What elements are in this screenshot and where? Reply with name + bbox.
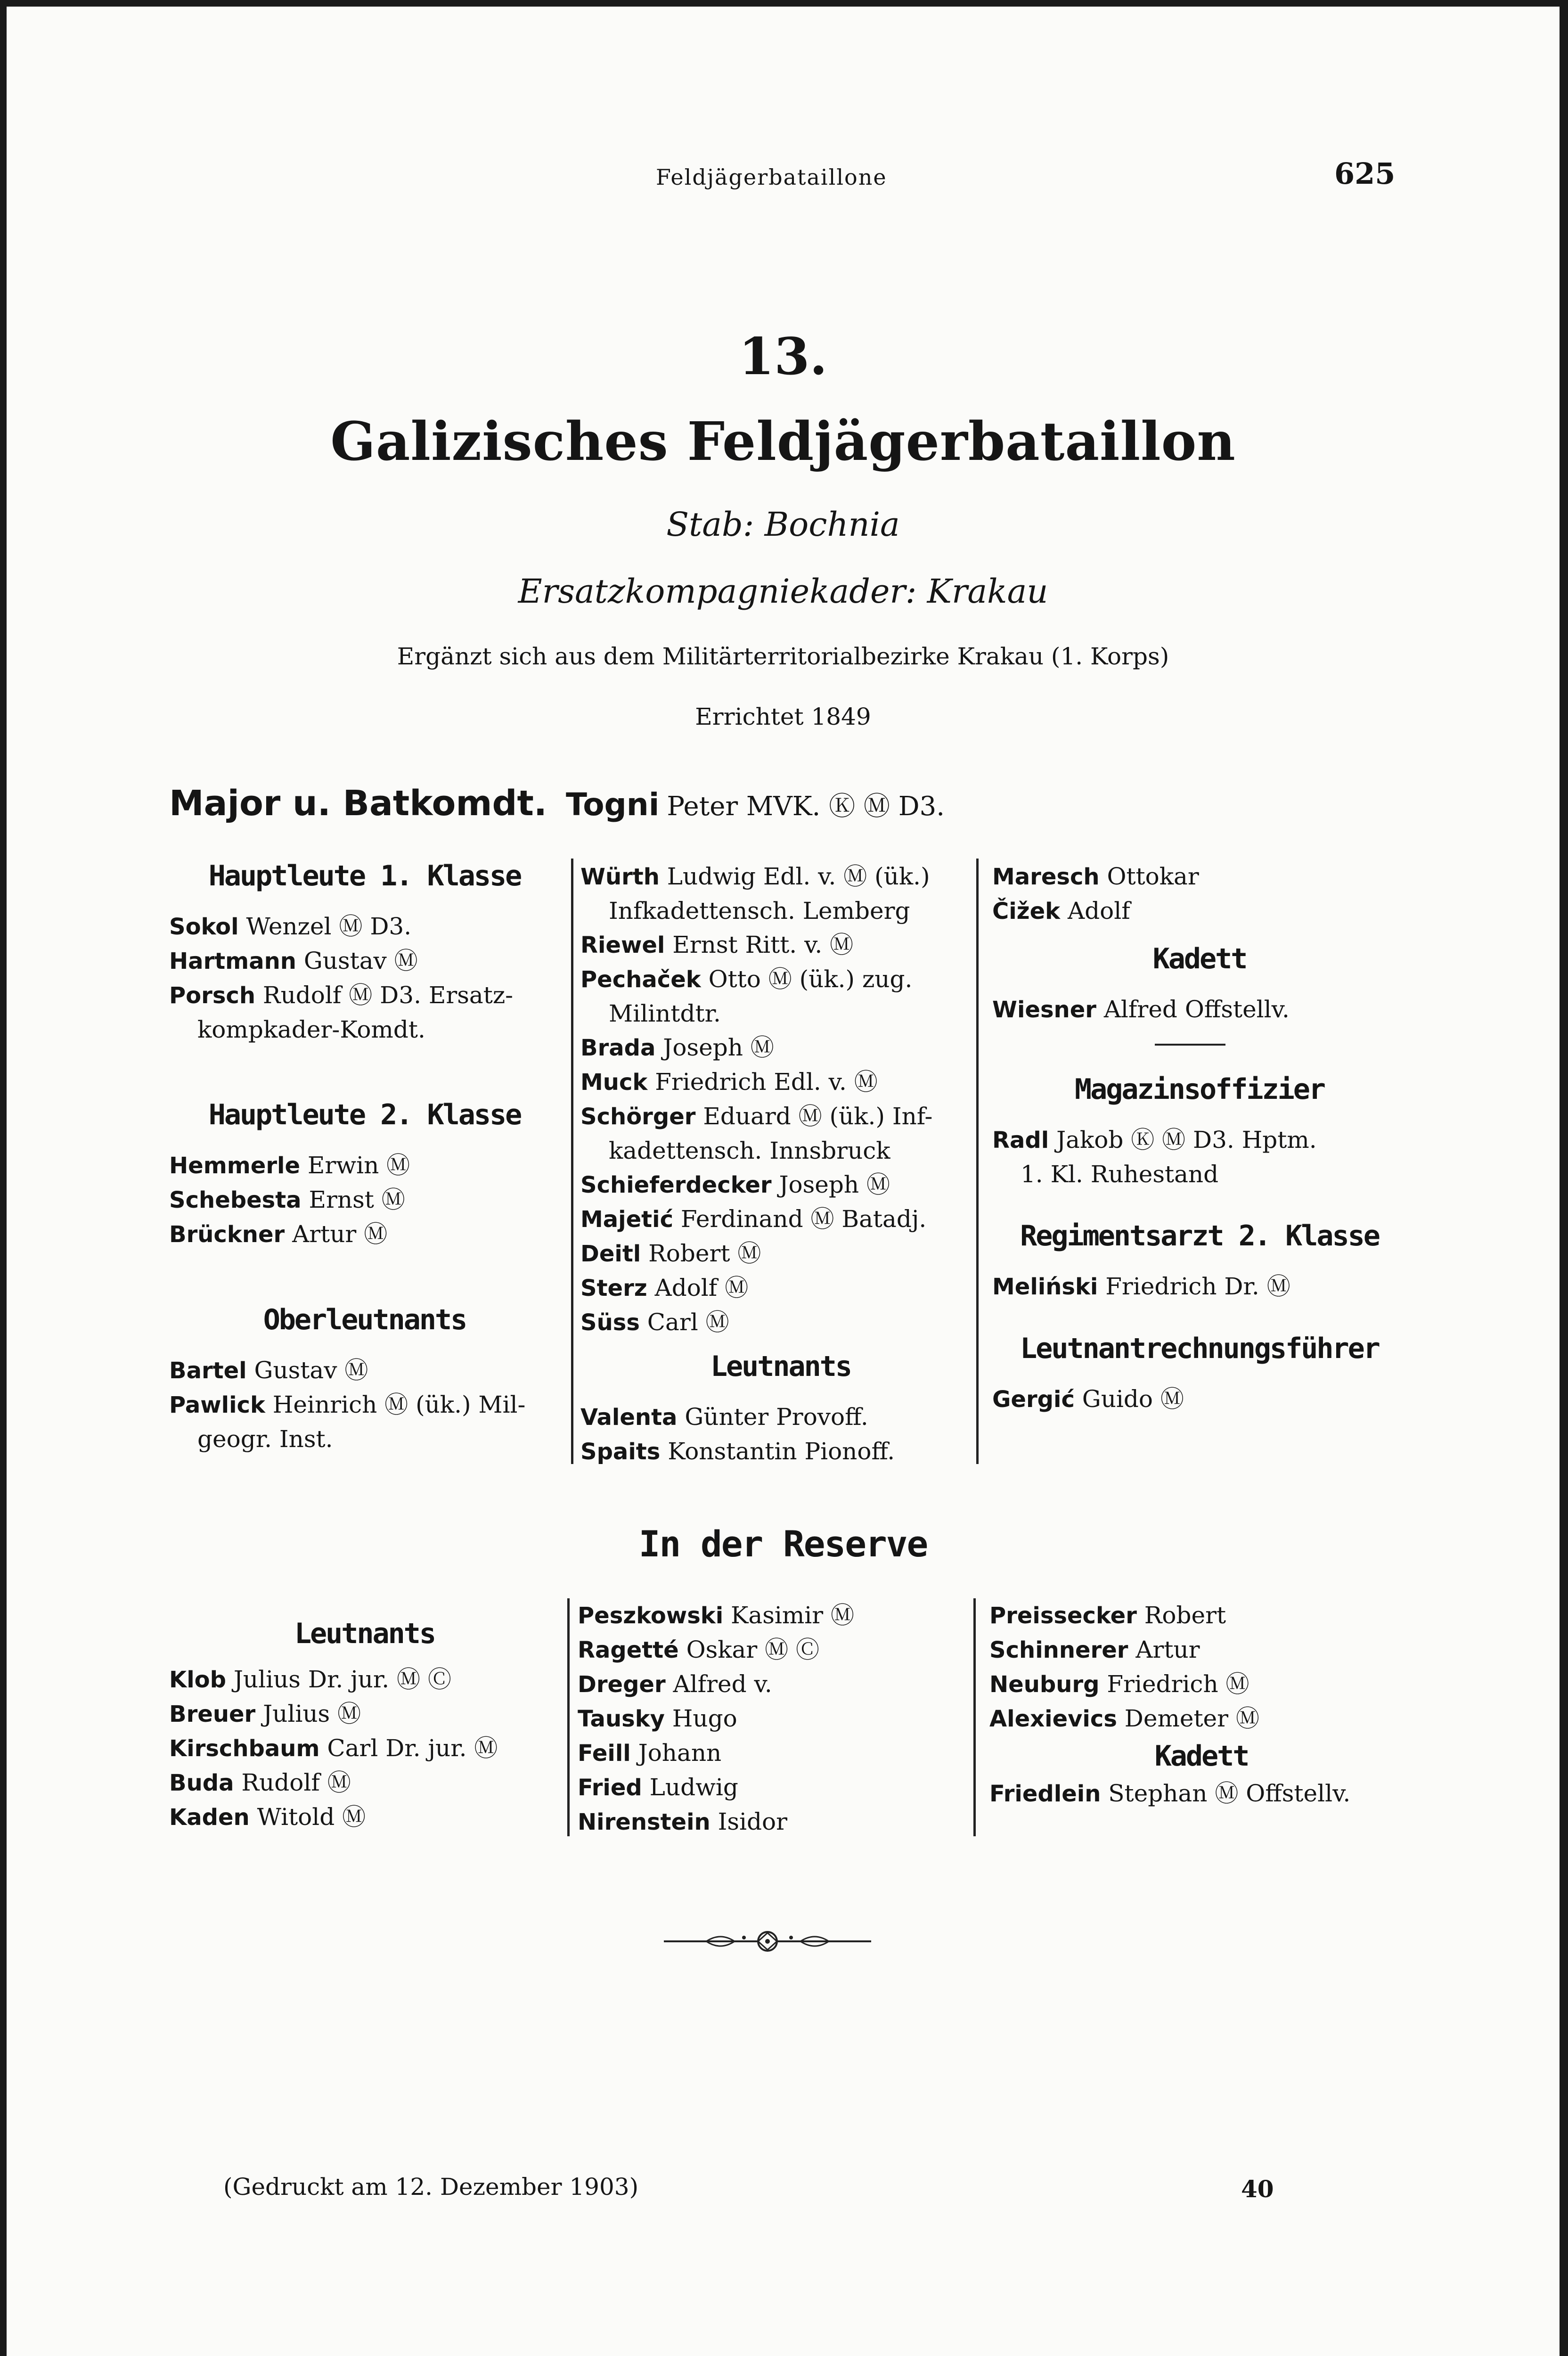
- entry-details: Alfred Offstellv.: [1096, 996, 1290, 1023]
- surname: Radl: [992, 1127, 1049, 1153]
- errichtet-line: Errichtet 1849: [695, 703, 871, 730]
- list-item: [992, 992, 1407, 1027]
- active-column-3: [992, 859, 1407, 1416]
- active-column-2: [580, 859, 981, 1469]
- surname: Schörger: [580, 1104, 696, 1130]
- list-item: [169, 978, 560, 1047]
- entry-details: Demeter Ⓜ: [1117, 1705, 1259, 1732]
- entry-continuation: Milintdtr.: [609, 1000, 721, 1027]
- list-item: [580, 859, 981, 928]
- list-item: [169, 1148, 560, 1183]
- entry-list: [169, 1148, 560, 1252]
- list-item: [169, 909, 560, 944]
- entry-details: Rudolf Ⓜ: [234, 1769, 351, 1796]
- unit-title: Galizisches Feldjägerbataillon: [330, 411, 1236, 473]
- surname: Pawlick: [169, 1392, 265, 1418]
- entry-continuation: kadettensch. Innsbruck: [609, 1137, 890, 1164]
- entry-list: [169, 1662, 560, 1834]
- list-item: [992, 859, 1407, 894]
- list-item: [578, 1770, 978, 1805]
- entry-continuation: geogr. Inst.: [197, 1425, 333, 1453]
- surname: Porsch: [169, 982, 256, 1009]
- section-heading: Leutnantrechnungsführer: [1020, 1332, 1379, 1365]
- sheet-number: 40: [1241, 2175, 1274, 2203]
- entry-details: Ottokar: [1099, 863, 1199, 890]
- entry-list: [989, 1776, 1413, 1811]
- print-date: (Gedruckt am 12. Dezember 1903): [223, 2173, 639, 2201]
- list-item: [578, 1736, 978, 1770]
- surname: Kaden: [169, 1804, 250, 1831]
- list-item: [580, 1168, 981, 1202]
- page-number: 625: [1334, 156, 1396, 191]
- list-item: [989, 1667, 1413, 1702]
- entry-details: Artur: [1128, 1636, 1200, 1663]
- entry-details: Ludwig Edl. v. Ⓜ (ük.): [659, 863, 930, 890]
- surname: Valenta: [580, 1404, 678, 1431]
- entry-details: Günter Provoff.: [677, 1403, 868, 1431]
- entry-details: Joseph Ⓜ: [771, 1171, 890, 1198]
- section-heading: Oberleutnants: [263, 1303, 466, 1336]
- list-item: [169, 1800, 560, 1834]
- column-rule: [976, 859, 979, 1464]
- commander-line: [169, 783, 945, 824]
- list-item: [580, 1065, 981, 1099]
- section-heading: Leutnants: [294, 1617, 435, 1650]
- entry-details: Friedrich Edl. v. Ⓜ: [647, 1068, 878, 1096]
- surname: Pechaček: [580, 966, 701, 993]
- surname: Bartel: [169, 1358, 247, 1384]
- entry-continuation: Infkadettensch. Lemberg: [609, 897, 910, 924]
- short-rule: [1155, 1044, 1225, 1046]
- list-item: [992, 1123, 1407, 1191]
- surname: Gergić: [992, 1386, 1075, 1413]
- list-item: [578, 1702, 978, 1736]
- list-item: [169, 1766, 560, 1800]
- list-item: [169, 1217, 560, 1252]
- entry-details: Wenzel Ⓜ D3.: [238, 913, 412, 940]
- entry-details: Oskar Ⓜ Ⓒ: [678, 1636, 820, 1663]
- list-item: [989, 1633, 1413, 1667]
- entry-details: Hugo: [664, 1705, 737, 1732]
- entry-details: Eduard Ⓜ (ük.) Inf-: [695, 1103, 933, 1130]
- entry-list: [992, 1269, 1407, 1304]
- surname: Breuer: [169, 1701, 256, 1727]
- section-heading: Hauptleute 2. Klasse: [208, 1098, 521, 1131]
- surname: Süss: [580, 1309, 640, 1336]
- surname: Ragetté: [578, 1637, 679, 1663]
- surname: Buda: [169, 1770, 234, 1796]
- entry-details: Guido Ⓜ: [1074, 1385, 1184, 1413]
- surname: Dreger: [578, 1671, 666, 1698]
- surname: Alexievics: [989, 1706, 1117, 1732]
- entry-details: Kasimir Ⓜ: [723, 1602, 855, 1629]
- entry-details: Carl Dr. jur. Ⓜ: [319, 1734, 498, 1762]
- entry-details: Ernst Ⓜ: [301, 1186, 405, 1213]
- entry-details: Ludwig: [642, 1774, 738, 1801]
- entry-list: [992, 992, 1407, 1027]
- list-item: [169, 944, 560, 978]
- list-item: [580, 1202, 981, 1236]
- entry-details: Adolf: [1060, 897, 1130, 924]
- entry-details: Julius Ⓜ: [255, 1700, 361, 1727]
- entry-details: Isidor: [710, 1808, 788, 1835]
- reserve-column-2: [578, 1598, 978, 1839]
- section-heading: Hauptleute 1. Klasse: [208, 859, 521, 892]
- surname: Muck: [580, 1069, 648, 1096]
- entry-list: [169, 1353, 560, 1456]
- surname: Meliński: [992, 1274, 1098, 1300]
- surname: Sterz: [580, 1275, 647, 1301]
- entry-list: [580, 1400, 981, 1469]
- entry-details: Friedrich Ⓜ: [1099, 1670, 1250, 1698]
- entry-list: [580, 859, 981, 1340]
- surname: Klob: [169, 1667, 226, 1693]
- list-item: [580, 1400, 981, 1434]
- list-item: [989, 1598, 1413, 1633]
- section-heading: Kadett: [1152, 942, 1247, 975]
- list-item: [580, 1271, 981, 1305]
- entry-details: Ernst Ritt. v. Ⓜ: [665, 931, 854, 958]
- active-column-1: [169, 859, 560, 1456]
- entry-details: Gustav Ⓜ: [296, 947, 418, 974]
- reserve-column-1: [169, 1617, 560, 1834]
- entry-list: [578, 1598, 978, 1839]
- list-item: [578, 1633, 978, 1667]
- entry-list: [992, 1123, 1407, 1191]
- column-rule: [567, 1598, 570, 1836]
- commander-surname: Togni: [565, 786, 660, 823]
- list-item: [992, 1269, 1407, 1304]
- section-heading: Leutnants: [710, 1350, 851, 1383]
- entry-details: Heinrich Ⓜ (ük.) Mil-: [265, 1391, 526, 1418]
- entry-details: Julius Dr. jur. Ⓜ Ⓒ: [226, 1666, 451, 1693]
- list-item: [169, 1353, 560, 1388]
- list-item: [578, 1805, 978, 1839]
- column-rule: [571, 859, 573, 1464]
- entry-details: Ferdinand Ⓜ Batadj.: [673, 1205, 927, 1233]
- column-rule: [973, 1598, 976, 1836]
- surname: Friedlein: [989, 1781, 1101, 1807]
- entry-details: Stephan Ⓜ Offstellv.: [1101, 1780, 1351, 1807]
- surname: Brada: [580, 1035, 656, 1061]
- entry-details: Friedrich Dr. Ⓜ: [1098, 1273, 1290, 1300]
- commander-title: Major u. Batkomdt.: [169, 783, 547, 824]
- entry-details: Robert: [1136, 1602, 1226, 1629]
- surname: Peszkowski: [578, 1603, 724, 1629]
- list-item: [169, 1731, 560, 1766]
- surname: Spaits: [580, 1439, 661, 1465]
- surname: Würth: [580, 864, 660, 890]
- section-heading: Kadett: [1154, 1740, 1249, 1773]
- surname: Maresch: [992, 864, 1100, 890]
- reserve-column-3: [989, 1598, 1413, 1811]
- list-item: [578, 1598, 978, 1633]
- entry-details: Alfred v.: [665, 1670, 772, 1698]
- surname: Schinnerer: [989, 1637, 1128, 1663]
- entry-continuation: kompkader-Komdt.: [197, 1016, 425, 1043]
- surname: Sokol: [169, 914, 239, 940]
- list-item: [580, 1305, 981, 1340]
- entry-continuation: 1. Kl. Ruhestand: [1021, 1161, 1219, 1188]
- entry-list: [169, 909, 560, 1047]
- entry-details: Jakob Ⓚ Ⓜ D3. Hptm.: [1049, 1126, 1317, 1153]
- page: [7, 7, 1560, 2356]
- list-item: [992, 1382, 1407, 1416]
- entry-details: Witold Ⓜ: [249, 1803, 366, 1831]
- list-item: [578, 1667, 978, 1702]
- surname: Wiesner: [992, 997, 1096, 1023]
- list-item: [580, 928, 981, 962]
- surname: Brückner: [169, 1221, 285, 1248]
- surname: Schebesta: [169, 1187, 302, 1213]
- list-item: [169, 1697, 560, 1731]
- list-item: [580, 1236, 981, 1271]
- entry-details: Rudolf Ⓜ D3. Ersatz-: [255, 982, 514, 1009]
- entry-list: [989, 1598, 1413, 1736]
- unit-number: 13.: [739, 327, 827, 386]
- entry-details: Erwin Ⓜ: [300, 1152, 410, 1179]
- section-heading: Magazinsoffizier: [1075, 1073, 1324, 1106]
- surname: Preissecker: [989, 1603, 1137, 1629]
- running-header: Feldjägerbataillone: [656, 164, 887, 190]
- surname: Hemmerle: [169, 1153, 300, 1179]
- entry-details: Konstantin Pionoff.: [660, 1438, 895, 1465]
- list-item: [989, 1776, 1413, 1811]
- stab-line: Stab: Bochnia: [666, 505, 900, 544]
- surname: Kirschbaum: [169, 1735, 320, 1762]
- list-item: [989, 1702, 1413, 1736]
- list-item: [169, 1662, 560, 1697]
- surname: Feill: [578, 1740, 631, 1767]
- entry-details: Otto Ⓜ (ük.) zug.: [701, 965, 913, 993]
- list-item: [580, 1099, 981, 1168]
- surname: Riewel: [580, 932, 665, 958]
- section-heading: Regimentsarzt 2. Klasse: [1020, 1219, 1379, 1252]
- list-item: [580, 1434, 981, 1469]
- surname: Tausky: [578, 1706, 665, 1732]
- commander-details: Peter MVK. Ⓚ Ⓜ D3.: [667, 791, 945, 822]
- entry-details: Carl Ⓜ: [639, 1309, 729, 1336]
- surname: Deitl: [580, 1241, 641, 1267]
- surname: Schieferdecker: [580, 1172, 772, 1198]
- surname: Majetić: [580, 1206, 674, 1233]
- entry-details: Gustav Ⓜ: [246, 1357, 368, 1384]
- list-item: [580, 962, 981, 1031]
- tailpiece-ornament: [662, 1925, 874, 1958]
- entry-list: [992, 859, 1407, 928]
- surname: Neuburg: [989, 1671, 1100, 1698]
- erganzt-line: Ergänzt sich aus dem Militärterritorialbezirke Krakau (1. Korps): [397, 643, 1169, 670]
- surname: Hartmann: [169, 948, 296, 974]
- ersatz-line: Ersatzkompagniekader: Krakau: [518, 572, 1048, 611]
- reserve-heading: In der Reserve: [638, 1523, 928, 1565]
- entry-details: Johann: [630, 1739, 722, 1767]
- list-item: [580, 1031, 981, 1065]
- entry-details: Adolf Ⓜ: [647, 1274, 749, 1301]
- surname: Čižek: [992, 898, 1061, 924]
- list-item: [992, 894, 1407, 928]
- entry-details: Joseph Ⓜ: [655, 1034, 774, 1061]
- surname: Nirenstein: [578, 1809, 710, 1835]
- list-item: [169, 1183, 560, 1217]
- entry-list: [992, 1382, 1407, 1416]
- entry-details: Artur Ⓜ: [285, 1220, 388, 1248]
- surname: Fried: [578, 1775, 642, 1801]
- list-item: [169, 1388, 560, 1456]
- entry-details: Robert Ⓜ: [641, 1240, 761, 1267]
